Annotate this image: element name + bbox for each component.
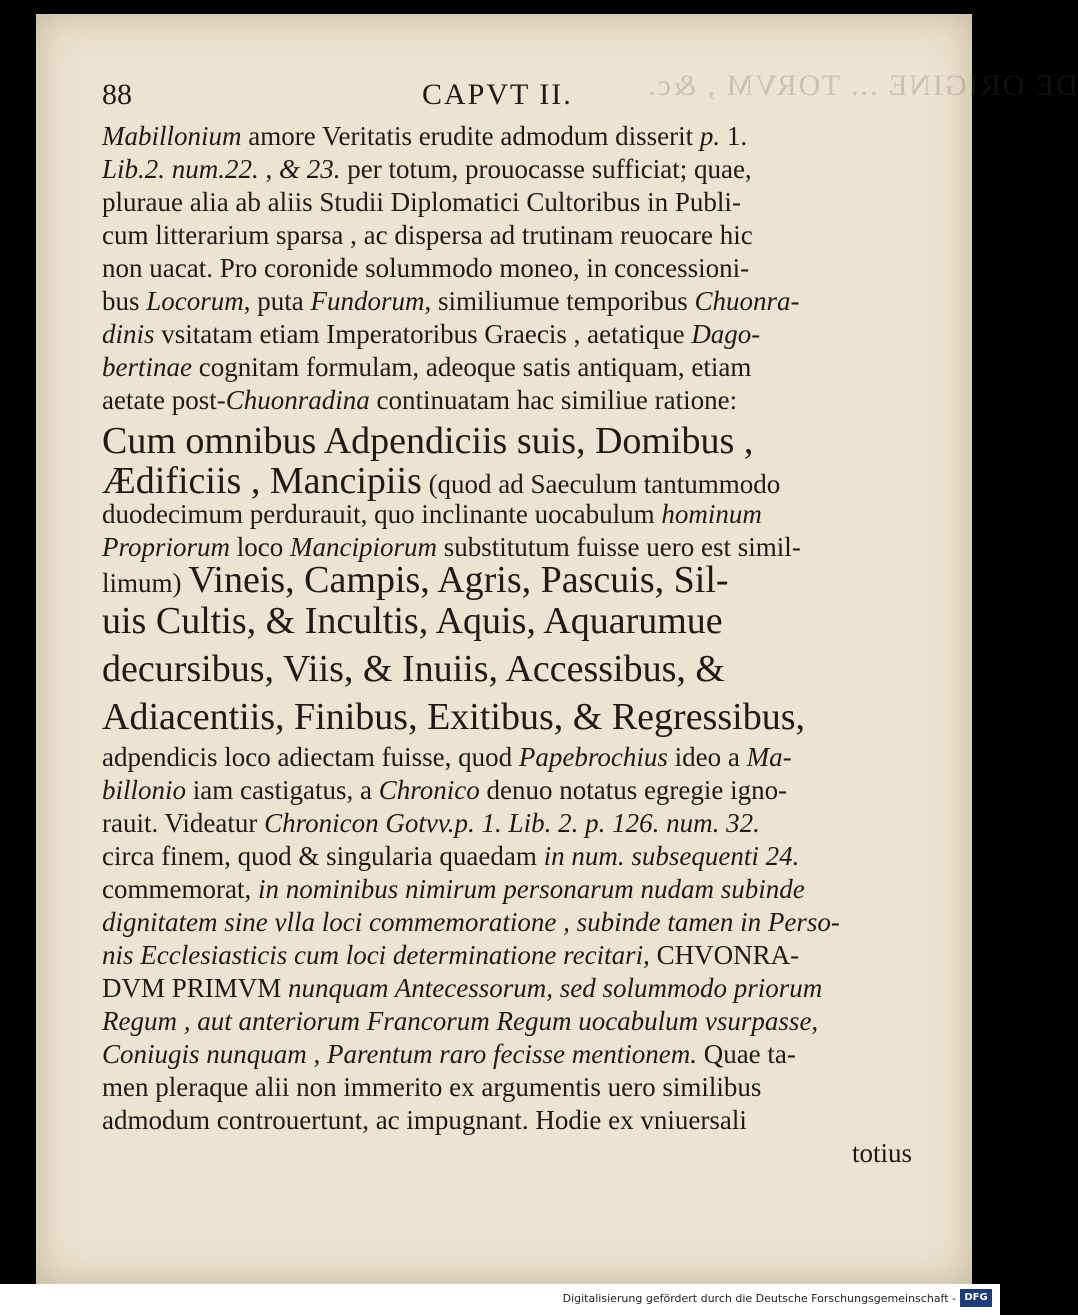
italic-text-segment: nunquam Antecessorum, sed solummodo priorum bbox=[288, 973, 823, 1003]
text-line bbox=[102, 252, 912, 285]
text-segment: vsitatam etiam Imperatoribus Graecis , aetatique bbox=[154, 319, 692, 349]
italic-text-segment: Ma- bbox=[746, 742, 792, 772]
italic-text-segment: Locorum bbox=[146, 286, 244, 316]
italic-text-segment: hominum bbox=[661, 499, 762, 529]
dfg-logo: DFG bbox=[960, 1289, 992, 1307]
italic-text-segment: nis Ecclesiasticis cum loci determinatione recitari bbox=[102, 940, 644, 970]
text-segment: loco bbox=[230, 532, 291, 562]
text-segment: non uacat. Pro coronide solummodo moneo, in concessioni- bbox=[102, 253, 750, 283]
text-line bbox=[102, 351, 912, 384]
italic-text-segment: Regum , aut anteriorum Francorum Regum uocabulum vsurpasse, bbox=[102, 1006, 819, 1036]
text-line bbox=[102, 1104, 912, 1137]
text-line bbox=[102, 1005, 912, 1038]
text-segment: continuatam hac similiue ratione: bbox=[369, 385, 738, 415]
text-segment: (quod ad Saeculum tantummodo bbox=[421, 469, 781, 499]
text-line bbox=[102, 186, 912, 219]
text-line bbox=[102, 460, 912, 502]
text-segment: duodecimum perdurauit, quo inclinante uocabulum bbox=[102, 499, 662, 529]
italic-text-segment: Dago- bbox=[691, 319, 761, 349]
text-segment: commemorat, bbox=[102, 874, 258, 904]
page-number: 88 bbox=[102, 78, 132, 111]
text-line bbox=[102, 153, 912, 186]
italic-text-segment: Coniugis nunquam , Parentum raro fecisse mentionem. bbox=[102, 1039, 697, 1069]
text-line bbox=[102, 417, 912, 465]
text-line bbox=[102, 906, 912, 939]
text-line bbox=[102, 741, 912, 774]
italic-text-segment: in nominibus nimirum personarum nudam subinde bbox=[257, 874, 805, 904]
running-head: CAPVT II. bbox=[422, 78, 573, 111]
text-line bbox=[102, 384, 912, 417]
digitization-footer bbox=[0, 1284, 1000, 1315]
text-segment: decursibus, Viis, & Inuiis, Accessibus, & bbox=[102, 648, 725, 690]
text-line bbox=[102, 498, 912, 531]
italic-text-segment: Mabillonium bbox=[102, 121, 242, 151]
text-segment: iam castigatus, a bbox=[186, 775, 379, 805]
italic-text-segment: Chronicon Gotvv.p. 1. Lib. 2. p. 126. num. 32. bbox=[264, 808, 760, 838]
text-line bbox=[102, 840, 912, 873]
text-segment: limum) bbox=[102, 568, 189, 598]
text-segment: cum litterarium sparsa , ac dispersa ad trutinam reuocare hic bbox=[102, 220, 753, 250]
body-text bbox=[102, 120, 912, 1170]
text-segment: , bbox=[258, 154, 280, 184]
text-segment: uis Cultis, & Incultis, Aquis, Aquarumue bbox=[102, 600, 723, 642]
text-segment: 1. bbox=[720, 121, 748, 151]
text-segment: men pleraque alii non immerito ex argumentis uero similibus bbox=[102, 1072, 762, 1102]
text-line bbox=[102, 559, 912, 601]
large-text-segment: Ædificiis , Mancipiis bbox=[102, 460, 422, 502]
text-segment: DVM PRIMVM bbox=[102, 973, 289, 1003]
italic-text-segment: Papebrochius bbox=[518, 742, 668, 772]
italic-text-segment: & 23. bbox=[279, 154, 341, 184]
text-segment: Cum omnibus Adpendiciis suis, Domibus , bbox=[102, 420, 754, 462]
text-segment: ideo a bbox=[667, 742, 747, 772]
text-segment: circa finem, quod & singularia quaedam bbox=[102, 841, 544, 871]
text-segment: , CHVONRA- bbox=[643, 940, 800, 970]
italic-text-segment: dinis bbox=[102, 319, 155, 349]
italic-text-segment: Lib.2. num.22. bbox=[102, 154, 259, 184]
text-segment: Quae ta- bbox=[696, 1039, 796, 1069]
text-line bbox=[102, 774, 912, 807]
text-segment: admodum controuertunt, ac impugnant. Hodie ex vniuersali bbox=[102, 1105, 747, 1135]
text-segment: aetate post- bbox=[102, 385, 226, 415]
book-page bbox=[36, 14, 1078, 1284]
bleed-through-text: DE ORIGINE ... TORVM , &c. bbox=[646, 69, 1078, 102]
text-line bbox=[102, 219, 912, 252]
text-segment: , puta bbox=[243, 286, 311, 316]
funding-credit: Digitalisierung gefördert durch die Deutsche Forschungsgemeinschaft - bbox=[562, 1292, 956, 1305]
text-segment: , similiumue temporibus bbox=[424, 286, 695, 316]
italic-text-segment: Chuonradina bbox=[225, 385, 370, 415]
page-header bbox=[102, 78, 902, 118]
text-segment: per totum, prouocasse sufficiat; quae, bbox=[340, 154, 752, 184]
text-segment: totius bbox=[851, 1138, 912, 1168]
text-line bbox=[102, 1137, 912, 1170]
text-line bbox=[102, 120, 912, 153]
italic-text-segment: Propriorum bbox=[102, 532, 231, 562]
italic-text-segment: billonio bbox=[102, 775, 187, 805]
text-line bbox=[102, 645, 912, 693]
italic-text-segment: Chronico bbox=[378, 775, 480, 805]
text-segment: rauit. Videatur bbox=[102, 808, 265, 838]
text-line bbox=[102, 807, 912, 840]
italic-text-segment: Mancipiorum bbox=[290, 532, 437, 562]
text-segment: denuo notatus egregie igno- bbox=[479, 775, 788, 805]
text-segment: amore Veritatis erudite admodum disserit bbox=[241, 121, 700, 151]
text-segment: adpendicis loco adiectam fuisse, quod bbox=[102, 742, 519, 772]
italic-text-segment: dignitatem sine vlla loci commemoratione , subinde tamen in Perso- bbox=[102, 907, 840, 937]
text-line bbox=[102, 597, 912, 645]
italic-text-segment: in num. subsequenti 24. bbox=[543, 841, 800, 871]
text-line bbox=[102, 318, 912, 351]
text-segment: Adiacentiis, Finibus, Exitibus, & Regressibus, bbox=[102, 696, 805, 738]
text-line bbox=[102, 1038, 912, 1071]
italic-text-segment: Chuonra- bbox=[694, 286, 800, 316]
italic-text-segment: Fundorum bbox=[310, 286, 425, 316]
text-segment: pluraue alia ab aliis Studii Diplomatici Cultoribus in Publi- bbox=[102, 187, 741, 217]
text-segment: cognitam formulam, adeoque satis antiquam, etiam bbox=[191, 352, 752, 382]
text-line bbox=[102, 693, 912, 741]
text-segment: substitutum fuisse uero est simil- bbox=[437, 532, 801, 562]
text-line bbox=[102, 1071, 912, 1104]
text-segment: bus bbox=[102, 286, 147, 316]
text-line bbox=[102, 285, 912, 318]
text-line bbox=[102, 873, 912, 906]
text-line bbox=[102, 939, 912, 972]
large-text-segment: Vineis, Campis, Agris, Pascuis, Sil- bbox=[188, 559, 729, 601]
text-line bbox=[102, 972, 912, 1005]
italic-text-segment: p. bbox=[699, 121, 721, 151]
italic-text-segment: bertinae bbox=[102, 352, 192, 382]
